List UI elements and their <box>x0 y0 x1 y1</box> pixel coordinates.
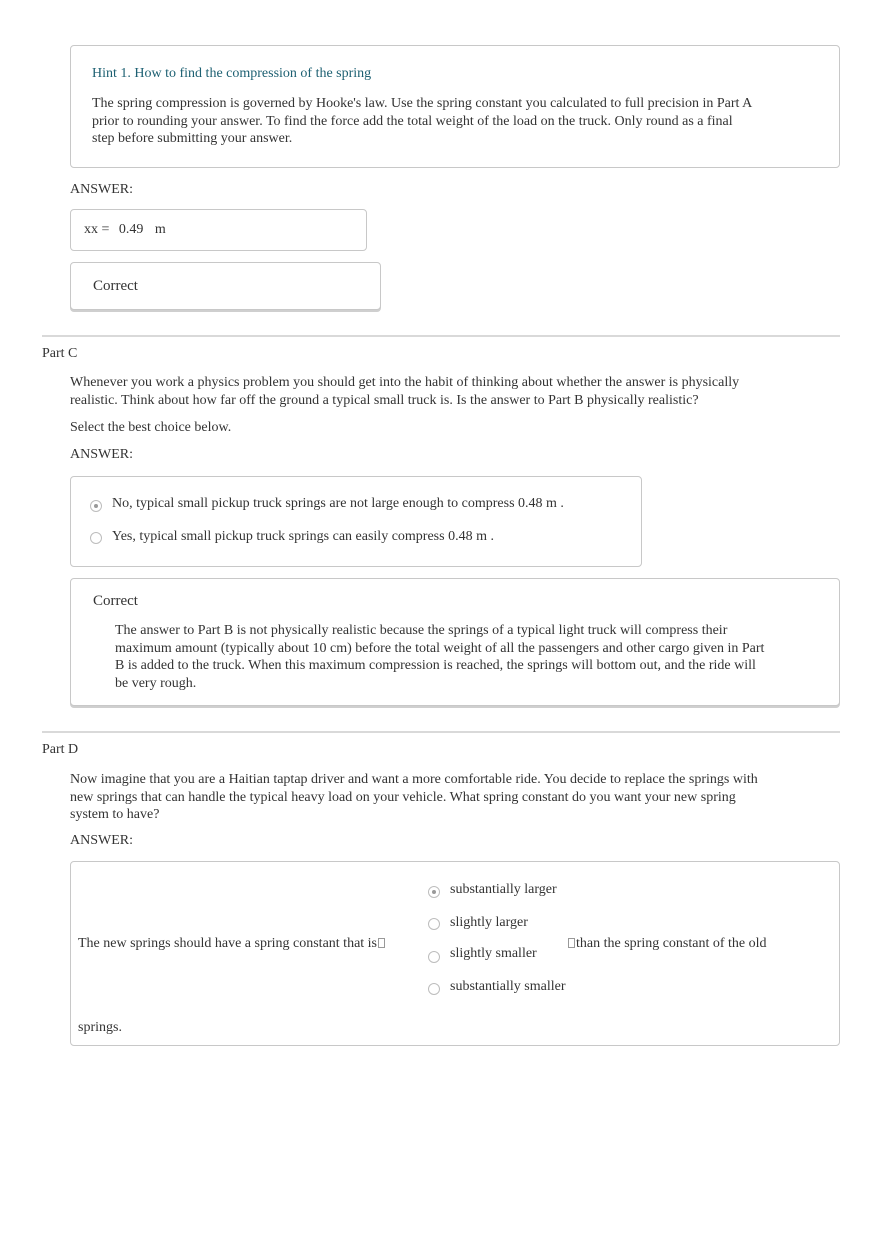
answer-label-d: ANSWER: <box>70 833 133 848</box>
part-c-instruction: Select the best choice below. <box>70 420 232 435</box>
answer-label-c: ANSWER: <box>70 447 133 462</box>
sentence-start-text: The new springs should have a spring constant that is <box>78 936 378 951</box>
part-d-title: Part D <box>42 742 79 757</box>
feedback-text-c: The answer to Part B is not physically realistic because the springs of a typical light truck will compress their maximum amount (typically about 10 cm) before the total weight of all the passengers and other cargo given in Part B is added to the truck. When this maximum compression is reached, the springs will bottom out, and the ride will be very rough. <box>115 623 765 691</box>
missing-glyph-icon <box>378 938 385 948</box>
sentence-tail: springs. <box>78 1020 122 1035</box>
option-c-2-label[interactable]: Yes, typical small pickup truck springs can easily compress 0.48 m . <box>112 529 494 544</box>
option-d-3-label[interactable]: slightly smaller <box>450 946 537 961</box>
part-c-title: Part C <box>42 346 78 361</box>
answer-label-b: ANSWER: <box>70 182 133 197</box>
sentence-end-text: than the spring constant of the old <box>576 936 767 951</box>
hint-text: The spring compression is governed by Hooke's law. Use the spring constant you calculated to full precision in Part A prior to rounding your answer. To find the force add the total weight of the load on the truck. Only round as a final step before submitting your answer. <box>92 96 752 146</box>
answer-line-b <box>84 222 166 238</box>
missing-glyph-icon <box>568 938 575 948</box>
option-c-1-label[interactable]: No, typical small pickup truck springs are not large enough to compress 0.48 m . <box>112 496 564 511</box>
radio-option-d-3[interactable] <box>428 951 440 963</box>
option-d-1-label[interactable]: substantially larger <box>450 882 557 897</box>
hint-title[interactable]: Hint 1. How to find the compression of the spring <box>92 66 372 81</box>
option-d-4-label[interactable]: substantially smaller <box>450 979 566 994</box>
answer-unit: m <box>154 222 166 237</box>
part-c-question: Whenever you work a physics problem you should get into the habit of thinking about whether the answer is physically realistic. Think about how far off the ground a typical small truck is. Is the answer to Part B physically realistic? <box>70 375 740 408</box>
feedback-correct-b: Correct <box>93 278 138 294</box>
radio-option-d-2[interactable] <box>428 918 440 930</box>
radio-option-d-4[interactable] <box>428 983 440 995</box>
answer-variable: xx = <box>84 222 110 237</box>
radio-option-d-1[interactable] <box>428 886 440 898</box>
sentence-start <box>78 936 386 952</box>
radio-option-c-1[interactable] <box>90 500 102 512</box>
option-d-2-label[interactable]: slightly larger <box>450 915 528 930</box>
answer-value-field[interactable]: 0.49 <box>118 222 144 237</box>
sentence-end <box>567 936 767 952</box>
radio-option-c-2[interactable] <box>90 532 102 544</box>
divider-c <box>42 335 840 337</box>
choices-box-c <box>70 476 642 567</box>
divider-d <box>42 731 840 733</box>
part-d-question: Now imagine that you are a Haitian taptap driver and want a more comfortable ride. You decide to replace the springs with new springs that can handle the typical heavy load on your vehicle. What spring constant do you want your new spring system to have? <box>70 772 758 822</box>
feedback-correct-c: Correct <box>93 593 138 609</box>
